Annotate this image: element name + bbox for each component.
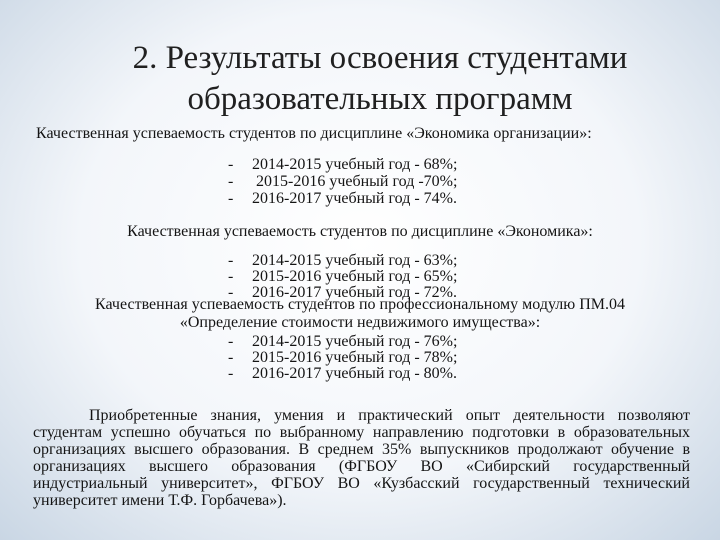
list-dash: - (228, 365, 234, 382)
list-item-text: 2016-2017 учебный год - 72%. (252, 284, 457, 301)
list-dash: - (228, 349, 234, 366)
list-item-text: 2015-2016 учебный год -70%; (256, 173, 458, 190)
list-dash: - (228, 252, 234, 269)
list-dash: - (228, 156, 234, 173)
list-dash: - (228, 268, 234, 285)
list-item-text: 2014-2015 учебный год - 68%; (252, 156, 458, 173)
list-item-text: 2016-2017 учебный год - 74%. (252, 190, 457, 207)
list-item-text: 2016-2017 учебный год - 80%. (252, 365, 457, 382)
section3-heading (40, 296, 680, 332)
list-dash: - (228, 284, 234, 301)
section2-heading: Качественная успеваемость студентов по дисциплине «Экономика»: (127, 223, 593, 240)
list-item-text: 2014-2015 учебный год - 76%; (252, 333, 458, 350)
title-line-1: 2. Результаты освоения студентами (132, 40, 628, 76)
list-item-text: 2014-2015 учебный год - 63%; (252, 252, 458, 269)
list-item-text: 2015-2016 учебный год - 65%; (252, 268, 458, 285)
section3-heading-line-2: «Определение стоимости недвижимого имущества»: (179, 314, 541, 331)
section1-heading: Качественная успеваемость студентов по дисциплине «Экономика организации»: (36, 125, 592, 142)
section3-heading-line-1: Качественная успеваемость студентов по профессиональному модулю ПМ.04 (95, 296, 625, 313)
list-dash: - (228, 190, 234, 207)
conclusion-paragraph: Приобретенные знания, умения и практический опыт деятельности позволяют студентам успешно обучаться по выбранному направлению подготовки в образовательных организациях высшего образования. В среднем 35% выпускников продолжают обучение в организациях высшего образования (ФГБОУ ВО «Сибирский государственный индустриальный университет», ФГБОУ ВО «Кузбасский государственный технический университет имени Т.Ф. Горбачева»). (33, 407, 690, 509)
title-line-2: образовательных программ (187, 81, 573, 117)
slide-title (40, 38, 720, 120)
list-dash: - (228, 173, 234, 190)
list-item-text: 2015-2016 учебный год - 78%; (252, 349, 458, 366)
list-dash: - (228, 333, 234, 350)
